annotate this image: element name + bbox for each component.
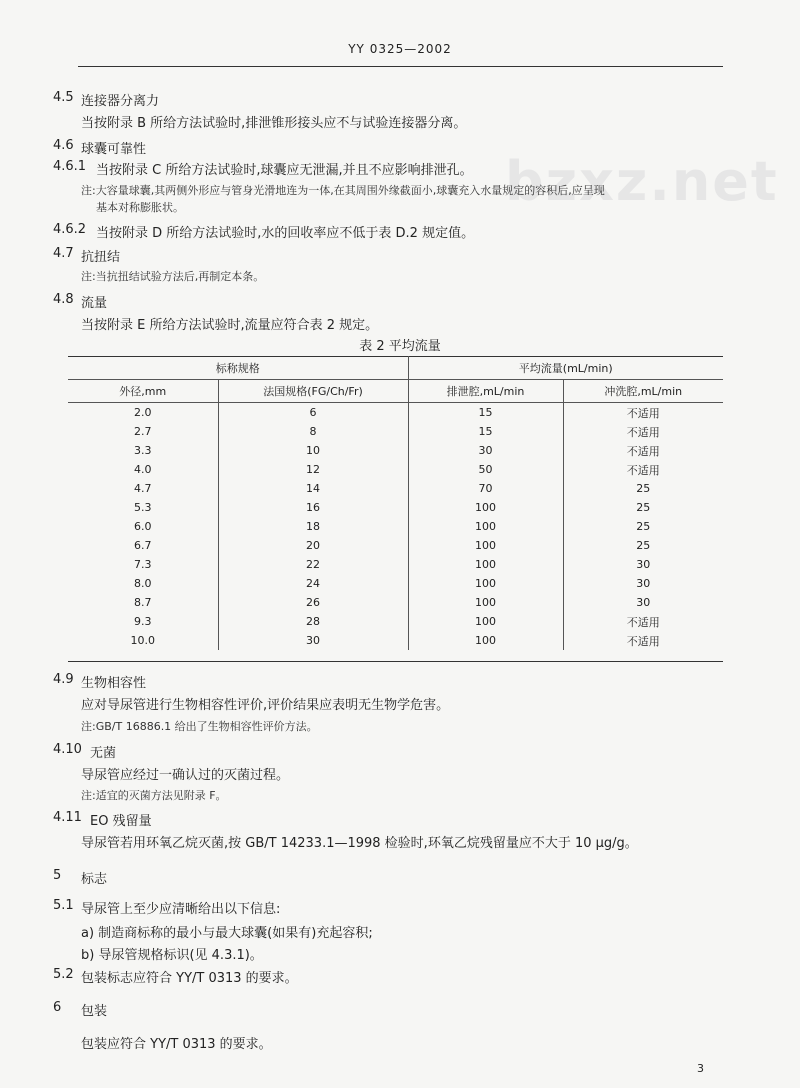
table-cell: 26: [218, 593, 408, 612]
table-cell: 不适用: [563, 631, 723, 650]
section-number: 5.1: [53, 898, 74, 913]
column-header: 法国规格(FG/Ch/Fr): [218, 380, 408, 403]
section-number: 4.8: [53, 292, 74, 307]
column-header: 排泄腔,mL/min: [408, 380, 563, 403]
table-bottom-rule: [68, 661, 723, 662]
table-cell: 28: [218, 612, 408, 631]
table-cell: 30: [408, 441, 563, 460]
table-cell: 100: [408, 517, 563, 536]
note: 注:GB/T 16886.1 给出了生物相容性评价方法。: [81, 720, 318, 733]
table-cell: 3.3: [134, 444, 152, 457]
section-number: 4.6.1: [53, 159, 87, 174]
list-item: a) 制造商标称的最小与最大球囊(如果有)充起容积;: [81, 926, 373, 941]
section-number: 4.6.2: [53, 222, 87, 237]
paragraph: 导尿管应经过一确认过的灭菌过程。: [81, 768, 290, 783]
table-cell: 100: [408, 536, 563, 555]
table-cell: 2.7: [134, 425, 152, 438]
table-cell: 100: [408, 498, 563, 517]
section-number: 4.6: [53, 138, 74, 153]
header-rule: [78, 66, 723, 67]
column-header: 外径,mm: [68, 380, 218, 403]
table-cell: 100: [408, 555, 563, 574]
table-cell: 100: [408, 631, 563, 650]
table-cell: 15: [408, 422, 563, 441]
table-cell: 不适用: [563, 403, 723, 423]
table-row: [68, 612, 723, 631]
table-cell: 4.7: [134, 482, 152, 495]
table-cell: 12: [218, 460, 408, 479]
table-cell: 15: [408, 403, 563, 423]
table-caption: 表 2 平均流量: [359, 339, 441, 354]
section-title: 球囊可靠性: [81, 142, 147, 157]
table-cell: 8: [218, 422, 408, 441]
table-cell: 10: [218, 441, 408, 460]
flow-rate-table: [68, 356, 723, 650]
paragraph: 包装标志应符合 YY/T 0313 的要求。: [81, 971, 298, 986]
table-cell: 不适用: [563, 460, 723, 479]
paragraph: 当按附录 E 所给方法试验时,流量应符合表 2 规定。: [81, 318, 379, 333]
table-cell: 30: [563, 574, 723, 593]
note: 注:适宜的灭菌方法见附录 F。: [81, 789, 227, 802]
table-cell: 50: [408, 460, 563, 479]
table-cell: 14: [218, 479, 408, 498]
note: 基本对称膨胀状。: [96, 201, 184, 214]
section-title: 流量: [81, 296, 108, 311]
section-title: 无菌: [90, 746, 117, 761]
table-cell: 25: [563, 517, 723, 536]
table-cell: 不适用: [563, 422, 723, 441]
table-row: [68, 403, 723, 423]
list-item: b) 导尿管规格标识(见 4.3.1)。: [81, 948, 263, 963]
table-row: [68, 593, 723, 612]
paragraph: 当按附录 B 所给方法试验时,排泄锥形接头应不与试验连接器分离。: [81, 116, 467, 131]
section-number: 4.7: [53, 246, 74, 261]
table-group-header: 平均流量(mL/min): [408, 357, 723, 380]
table-cell: 2.0: [134, 406, 152, 419]
table-cell: 8.0: [134, 577, 152, 590]
paragraph: 当按附录 D 所给方法试验时,水的回收率应不低于表 D.2 规定值。: [96, 226, 475, 241]
note: 注:大容量球囊,其两侧外形应与管身光滑地连为一体,在其周围外缘截面小,球囊充入水量规定的容积后,应呈现: [81, 184, 605, 197]
section-title: 连接器分离力: [81, 94, 160, 109]
section-number: 4.5: [53, 90, 74, 105]
table-cell: 8.7: [134, 596, 152, 609]
table-cell: 6: [218, 403, 408, 423]
table-cell: 18: [218, 517, 408, 536]
table-cell: 6.0: [134, 520, 152, 533]
section-title: 生物相容性: [81, 676, 147, 691]
table-cell: 5.3: [134, 501, 152, 514]
standard-header: YY 0325—2002: [348, 42, 452, 56]
table-cell: 9.3: [134, 615, 152, 628]
paragraph: 当按附录 C 所给方法试验时,球囊应无泄漏,并且不应影响排泄孔。: [96, 163, 473, 178]
section-number: 4.9: [53, 672, 74, 687]
table-row: [68, 498, 723, 517]
paragraph: 导尿管上至少应清晰给出以下信息:: [81, 902, 281, 917]
paragraph: 包装应符合 YY/T 0313 的要求。: [81, 1037, 272, 1052]
section-number: 4.11: [53, 810, 82, 825]
watermark: bzxz.net: [505, 150, 779, 213]
section-number: 5.2: [53, 967, 74, 982]
table-row: [68, 517, 723, 536]
note: 注:当抗扭结试验方法后,再制定本条。: [81, 270, 265, 283]
table-row: [68, 422, 723, 441]
table-cell: 70: [408, 479, 563, 498]
table-cell: 100: [408, 574, 563, 593]
table-cell: 22: [218, 555, 408, 574]
table-cell: 不适用: [563, 612, 723, 631]
table-cell: 6.7: [134, 539, 152, 552]
table-cell: 100: [408, 612, 563, 631]
table-cell: 25: [563, 498, 723, 517]
table-row: [68, 574, 723, 593]
table-group-header: 标称规格: [68, 357, 408, 380]
table-cell: 25: [563, 479, 723, 498]
section-number: 6: [53, 1000, 62, 1015]
table-cell: 25: [563, 536, 723, 555]
table-cell: 20: [218, 536, 408, 555]
table-cell: 24: [218, 574, 408, 593]
table-cell: 30: [218, 631, 408, 650]
table-row: [68, 460, 723, 479]
table-cell: 7.3: [134, 558, 152, 571]
table-row: [68, 536, 723, 555]
table-row: [68, 555, 723, 574]
table-cell: 16: [218, 498, 408, 517]
table-cell: 30: [563, 555, 723, 574]
table-row: [68, 631, 723, 650]
section-number: 5: [53, 868, 62, 883]
section-title: EO 残留量: [90, 814, 152, 829]
table-cell: 4.0: [134, 463, 152, 476]
table-cell: 10.0: [130, 634, 155, 647]
table-cell: 不适用: [563, 441, 723, 460]
page-number: 3: [697, 1062, 704, 1075]
section-title: 包装: [81, 1004, 108, 1019]
column-header: 冲洗腔,mL/min: [563, 380, 723, 403]
paragraph: 应对导尿管进行生物相容性评价,评价结果应表明无生物学危害。: [81, 698, 450, 713]
paragraph: 导尿管若用环氧乙烷灭菌,按 GB/T 14233.1—1998 检验时,环氧乙烷残留量应不大于 10 μg/g。: [81, 836, 638, 851]
table-row: [68, 441, 723, 460]
table-cell: 30: [563, 593, 723, 612]
table-row: [68, 479, 723, 498]
table-cell: 100: [408, 593, 563, 612]
section-number: 4.10: [53, 742, 82, 757]
section-title: 标志: [81, 872, 108, 887]
section-title: 抗扭结: [81, 250, 121, 265]
